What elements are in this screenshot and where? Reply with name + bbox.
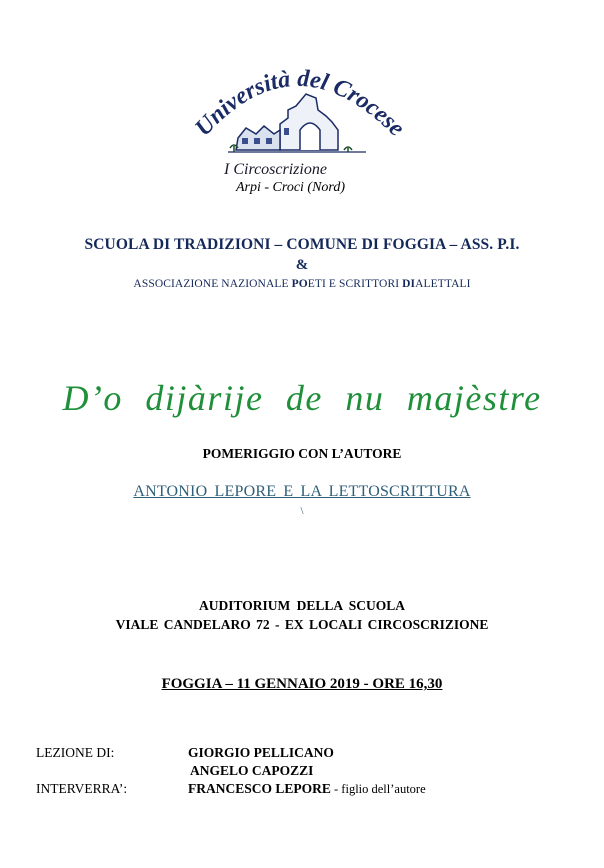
logo-district: I Circoscrizione [224,161,327,178]
guest-speaker [188,781,426,797]
guest-note: - figlio dell’autore [330,782,426,796]
logo-arc-text: Università del Crocese [190,65,410,142]
event-datetime: FOGGIA – 11 GENNAIO 2019 - ORE 16,30 [161,676,443,692]
venue-address: VIALE CANDELARO 72 - EX LOCALI CIRCOSCRIZIONE [115,617,489,632]
interverra-label: INTERVERRA’: [36,781,128,796]
university-logo [188,58,414,208]
speaker-name: ANGELO CAPOZZI [190,763,314,778]
speaker-name: GIORGIO PELLICANO [188,745,334,760]
stray-mark: \ [300,505,304,517]
guest-name: FRANCESCO LEPORE [188,781,331,796]
association-line: ASSOCIAZIONE NAZIONALE POETI E SCRITTORI DIALETTALI [133,278,471,290]
event-subtitle: POMERIGGIO CON L’AUTORE [202,446,402,461]
author-line: ANTONIO LEPORE E LA LETTOSCRITTURA [133,483,471,500]
lezione-label: LEZIONE DI: [36,745,115,760]
ampersand: & [295,257,309,273]
venue-name: AUDITORIUM DELLA SCUOLA [198,598,406,613]
event-title: D’o dijàrije de nu majèstre [62,378,542,418]
organizers-line: SCUOLA DI TRADIZIONI – COMUNE DI FOGGIA – ASS. P.I. [84,236,520,253]
logo-area: Arpi - Croci (Nord) [236,180,346,195]
